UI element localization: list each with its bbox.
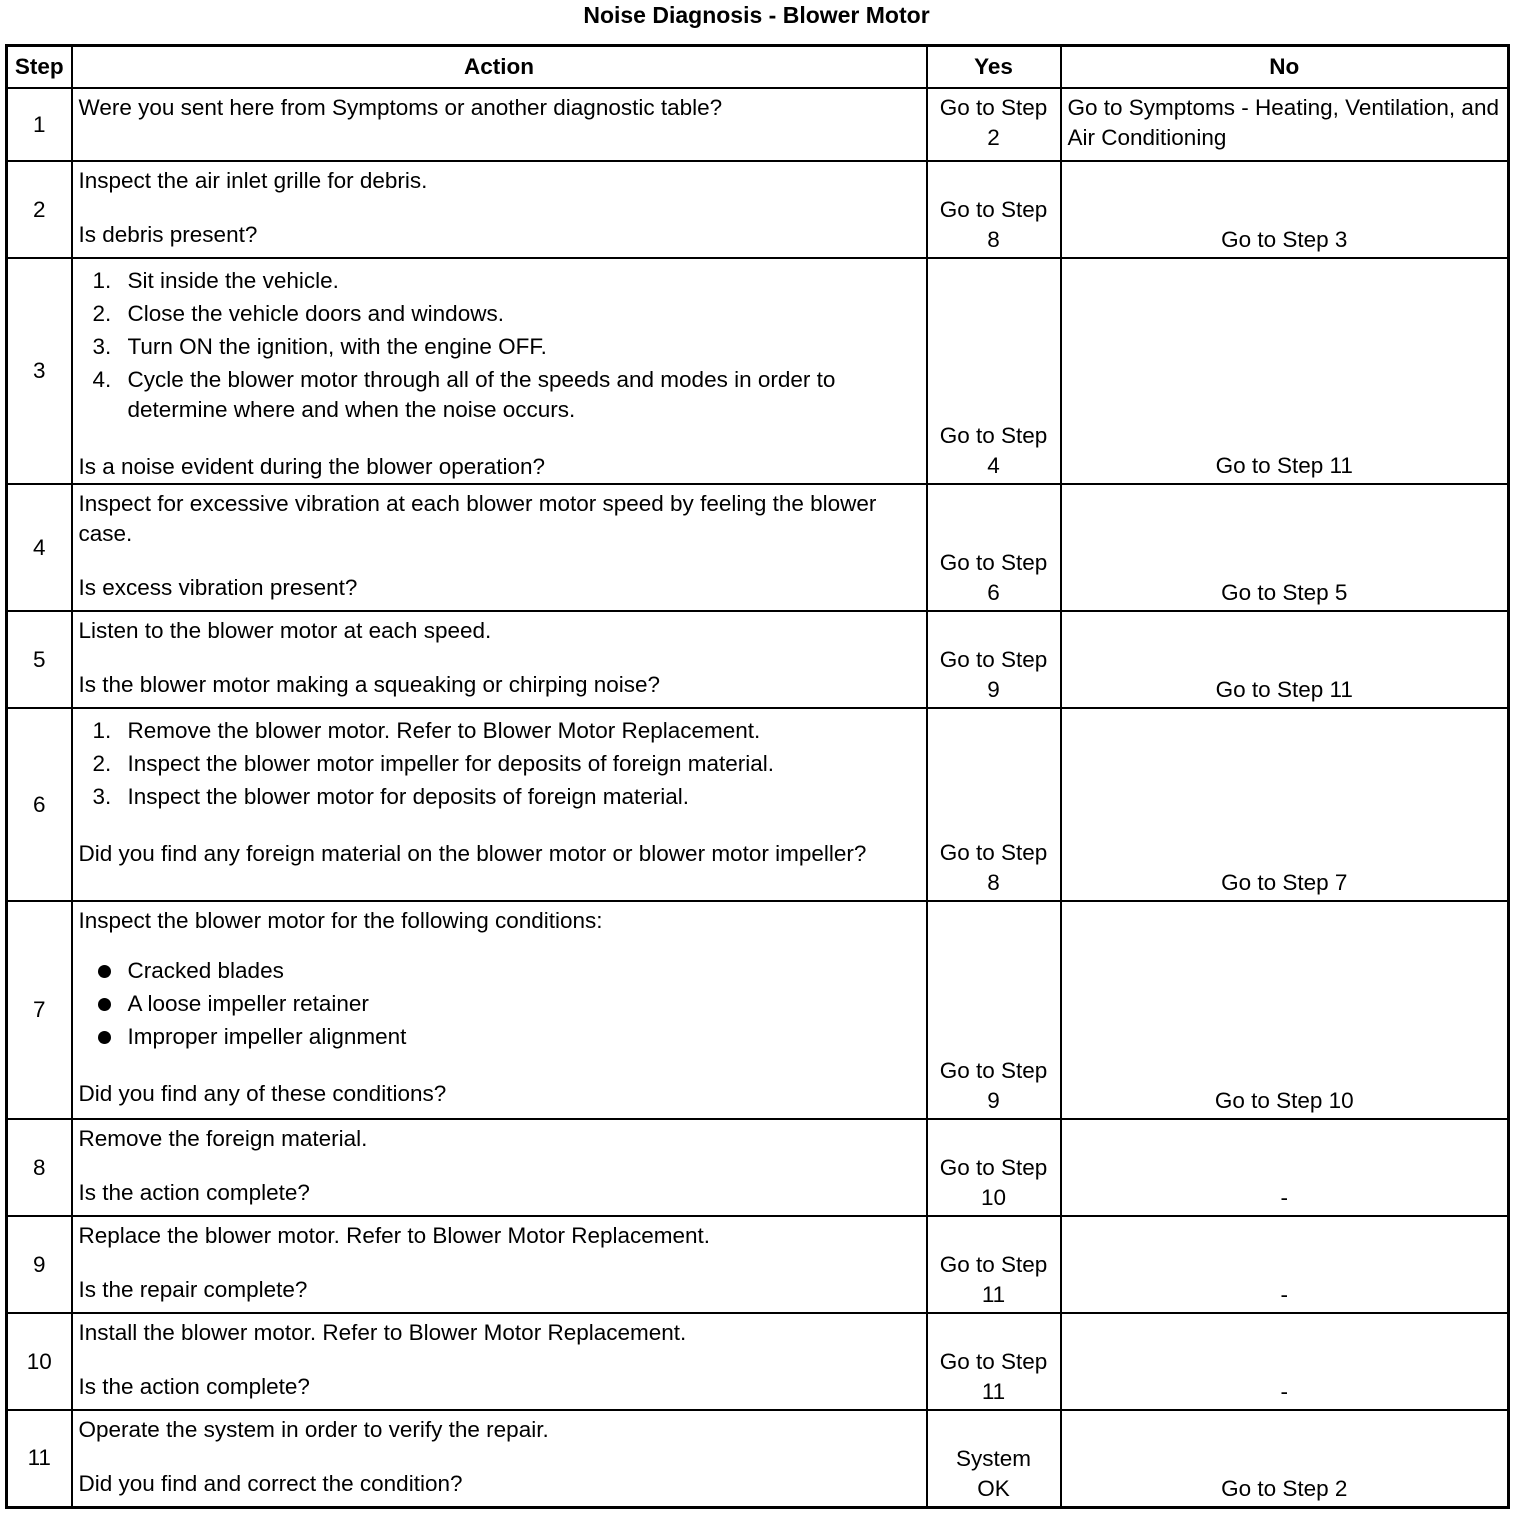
action-cell	[72, 901, 927, 1119]
header-no: No	[1061, 46, 1509, 89]
list-item-text: Remove the blower motor. Refer to Blower Motor Replacement.	[127, 718, 761, 743]
step-number: 1	[7, 88, 72, 161]
action-question: Did you find any of these conditions?	[78, 1081, 447, 1106]
action-cell	[72, 1313, 927, 1410]
yes-line-1: Go to Step	[939, 423, 1048, 448]
action-cell	[72, 484, 927, 611]
action-question: Is the action complete?	[78, 1180, 310, 1205]
yes-line-1: Go to Step	[939, 1349, 1048, 1374]
header-yes: Yes	[927, 46, 1061, 89]
table-row	[7, 1216, 1509, 1313]
no-cell: -	[1061, 1119, 1509, 1216]
list-number: 3.	[92, 784, 112, 809]
bullet-text: Cracked blades	[127, 958, 284, 983]
action-question: Is debris present?	[78, 222, 258, 247]
action-question: Is the repair complete?	[78, 1277, 308, 1302]
list-item-text: Cycle the blower motor through all of the speeds and modes in order to determine where and when the noise occurs.	[127, 367, 836, 422]
step-number: 3	[7, 258, 72, 484]
list-item	[79, 716, 918, 746]
yes-line-1: Go to Step	[939, 647, 1048, 672]
action-cell	[72, 1119, 927, 1216]
action-cell	[72, 88, 927, 161]
list-item	[79, 266, 918, 296]
step-number: 5	[7, 611, 72, 708]
table-row	[7, 161, 1509, 258]
bullet-icon	[98, 998, 111, 1011]
step-number: 7	[7, 901, 72, 1119]
action-cell	[72, 161, 927, 258]
yes-line-2: 9	[987, 677, 1000, 702]
action-text: Were you sent here from Symptoms or another diagnostic table?	[78, 95, 723, 120]
no-cell: -	[1061, 1313, 1509, 1410]
yes-line-1: Go to Step	[939, 197, 1048, 222]
yes-cell	[927, 258, 1061, 484]
list-item	[79, 749, 918, 779]
yes-cell	[927, 1216, 1061, 1313]
action-text: Install the blower motor. Refer to Blower Motor Replacement.	[78, 1320, 687, 1345]
list-item	[79, 299, 918, 329]
yes-cell	[927, 484, 1061, 611]
yes-line-1: Go to Step	[939, 95, 1048, 120]
step-number: 11	[7, 1410, 72, 1507]
action-question: Is excess vibration present?	[78, 575, 358, 600]
no-cell: Go to Step 5	[1061, 484, 1509, 611]
yes-cell	[927, 1313, 1061, 1410]
list-item	[79, 365, 918, 425]
bullet-item	[79, 989, 918, 1019]
yes-line-2: 6	[987, 580, 1000, 605]
yes-cell	[927, 88, 1061, 161]
action-text: Inspect for excessive vibration at each blower motor speed by feeling the blower case.	[78, 491, 877, 546]
no-cell: Go to Step 2	[1061, 1410, 1509, 1507]
step-number: 2	[7, 161, 72, 258]
list-item-text: Close the vehicle doors and windows.	[127, 301, 504, 326]
list-number: 3.	[92, 334, 112, 359]
action-question: Is the action complete?	[78, 1374, 310, 1399]
table-row	[7, 1410, 1509, 1507]
yes-cell	[927, 1410, 1061, 1507]
table-row	[7, 708, 1509, 901]
action-cell	[72, 611, 927, 708]
yes-cell	[927, 611, 1061, 708]
no-cell: Go to Step 7	[1061, 708, 1509, 901]
page-title: Noise Diagnosis - Blower Motor	[583, 2, 930, 28]
action-cell	[72, 1410, 927, 1507]
action-text: Operate the system in order to verify the repair.	[78, 1417, 549, 1442]
action-text: Remove the foreign material.	[78, 1126, 368, 1151]
bullet-item	[79, 1022, 918, 1052]
yes-line-2: 11	[981, 1282, 1006, 1307]
list-item	[79, 782, 918, 812]
table-row	[7, 258, 1509, 484]
yes-line-2: 4	[987, 453, 1000, 478]
action-question: Is the blower motor making a squeaking or chirping noise?	[78, 672, 661, 697]
bullet-text: Improper impeller alignment	[127, 1024, 407, 1049]
step-number: 6	[7, 708, 72, 901]
yes-line-1: Go to Step	[939, 1155, 1048, 1180]
action-question: Did you find and correct the condition?	[78, 1471, 463, 1496]
yes-cell	[927, 901, 1061, 1119]
yes-line-2: 2	[987, 125, 1000, 150]
yes-line-1: System	[955, 1445, 1031, 1471]
no-cell: -	[1061, 1216, 1509, 1313]
bullet-item	[79, 956, 918, 986]
table-row	[7, 1119, 1509, 1216]
table-row	[7, 88, 1509, 161]
yes-cell	[927, 708, 1061, 901]
header-action: Action	[72, 46, 927, 89]
no-cell: Go to Step 10	[1061, 901, 1509, 1119]
list-number: 2.	[92, 301, 112, 326]
list-number: 4.	[92, 367, 112, 392]
list-item	[79, 332, 918, 362]
action-text: Replace the blower motor. Refer to Blower Motor Replacement.	[78, 1223, 711, 1248]
step-number: 10	[7, 1313, 72, 1410]
list-item-text: Inspect the blower motor for deposits of foreign material.	[127, 784, 690, 809]
list-number: 1.	[92, 268, 112, 293]
no-cell: Go to Step 11	[1061, 611, 1509, 708]
yes-line-2: 8	[987, 870, 1000, 895]
bullet-icon	[98, 1031, 111, 1044]
yes-cell	[927, 161, 1061, 258]
yes-line-1: Go to Step	[939, 550, 1048, 575]
list-item-text: Sit inside the vehicle.	[127, 268, 339, 293]
action-question: Did you find any foreign material on the blower motor or blower motor impeller?	[78, 841, 867, 866]
yes-line-2: 9	[987, 1088, 1000, 1113]
yes-line-2: 8	[987, 227, 1000, 252]
action-cell	[72, 708, 927, 901]
list-item-text: Inspect the blower motor impeller for deposits of foreign material.	[127, 751, 775, 776]
action-text: Listen to the blower motor at each speed.	[78, 618, 492, 643]
step-number: 9	[7, 1216, 72, 1313]
yes-line-2: 11	[981, 1379, 1006, 1404]
bullet-text: A loose impeller retainer	[127, 991, 369, 1016]
action-text: Inspect the air inlet grille for debris.	[78, 168, 428, 193]
no-cell: Go to Symptoms - Heating, Ventilation, and Air Conditioning	[1061, 88, 1509, 161]
step-number: 4	[7, 484, 72, 611]
yes-line-2: 10	[980, 1185, 1007, 1210]
table-row	[7, 484, 1509, 611]
header-step: Step	[7, 46, 72, 89]
diagnostic-table	[5, 44, 1510, 1509]
no-cell: Go to Step 3	[1061, 161, 1509, 258]
table-row	[7, 1313, 1509, 1410]
step-number: 8	[7, 1119, 72, 1216]
table-row	[7, 611, 1509, 708]
list-number: 1.	[92, 718, 112, 743]
no-cell: Go to Step 11	[1061, 258, 1509, 484]
action-text: Inspect the blower motor for the following conditions:	[78, 908, 603, 933]
table-row	[7, 901, 1509, 1119]
action-cell	[72, 258, 927, 484]
header-row	[7, 46, 1509, 89]
yes-cell	[927, 1119, 1061, 1216]
bullet-icon	[98, 965, 111, 978]
yes-line-1: Go to Step	[939, 1058, 1048, 1083]
list-item-text: Turn ON the ignition, with the engine OFF.	[127, 334, 547, 359]
yes-line-1: Go to Step	[939, 840, 1048, 865]
action-question: Is a noise evident during the blower operation?	[78, 454, 546, 479]
yes-line-1: Go to Step	[939, 1252, 1048, 1277]
yes-line-2: OK	[977, 1475, 1010, 1501]
action-cell	[72, 1216, 927, 1313]
list-number: 2.	[92, 751, 112, 776]
